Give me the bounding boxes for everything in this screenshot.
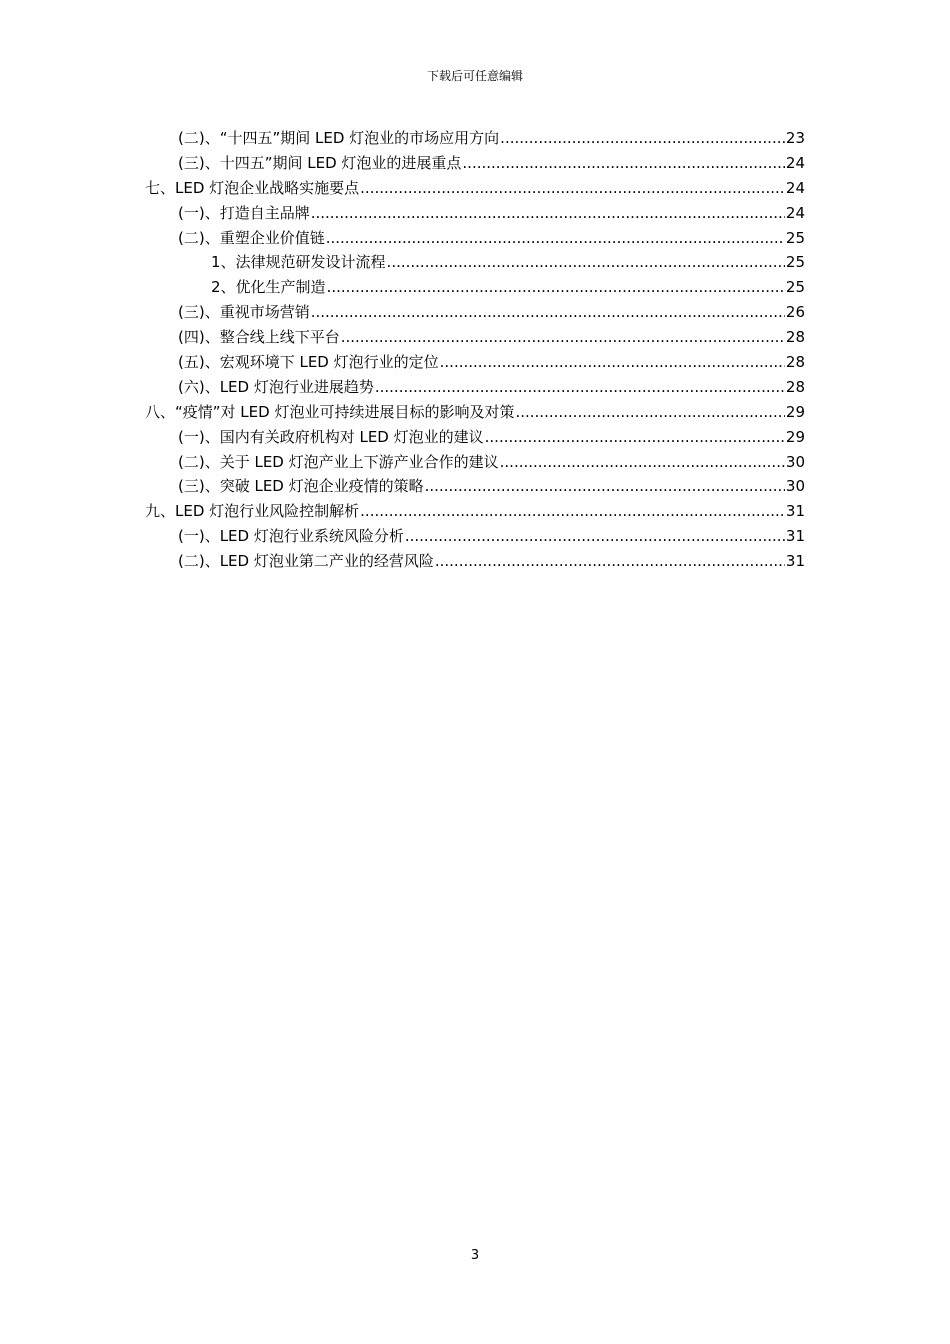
toc-entry-title: 九、LED 灯泡行业风险控制解析 (145, 502, 360, 521)
page-number: 3 (470, 1248, 480, 1263)
toc-entry-page: 25 (785, 278, 805, 297)
toc-entry[interactable] (145, 499, 805, 524)
toc-entry-title: (二)、重塑企业价值链 (178, 228, 325, 247)
toc-dot-leader (405, 524, 785, 549)
toc-entry-title: (二)、LED 灯泡业第二产业的经营风险 (178, 552, 434, 571)
toc-dot-leader (387, 250, 785, 275)
toc-entry[interactable] (145, 151, 805, 176)
toc-entry-page: 29 (785, 402, 805, 421)
toc-entry-page: 24 (785, 178, 805, 197)
toc-entry-title: (三)、突破 LED 灯泡企业疫情的策略 (178, 477, 424, 496)
toc-dot-leader (341, 325, 785, 350)
toc-dot-leader (327, 275, 785, 300)
toc-entry[interactable] (145, 201, 805, 226)
toc-entry-title: 1、法律规范研发设计流程 (211, 253, 386, 272)
toc-entry-title: 2、优化生产制造 (211, 278, 326, 297)
toc-entry[interactable] (145, 126, 805, 151)
toc-dot-leader (360, 499, 785, 524)
toc-dot-leader (440, 350, 785, 375)
toc-entry-title: (三)、重视市场营销 (178, 303, 310, 322)
toc-entry-title: 七、LED 灯泡企业战略实施要点 (145, 178, 360, 197)
toc-entry-page: 31 (785, 502, 805, 521)
toc-entry[interactable] (145, 275, 805, 300)
toc-entry-page: 28 (785, 377, 805, 396)
toc-entry-title: (一)、打造自主品牌 (178, 203, 310, 222)
toc-entry-page: 23 (785, 129, 805, 147)
toc-entry-title: 八、“疫情”对 LED 灯泡业可持续进展目标的影响及对策 (145, 402, 515, 421)
toc-entry-title: (五)、宏观环境下 LED 灯泡行业的定位 (178, 353, 439, 372)
toc-entry[interactable] (145, 425, 805, 450)
toc-entry[interactable] (145, 350, 805, 375)
toc-entry[interactable] (145, 450, 805, 475)
toc-entry[interactable] (145, 176, 805, 201)
toc-dot-leader (311, 201, 785, 226)
toc-entry-page: 25 (785, 253, 805, 272)
toc-dot-leader (375, 375, 785, 400)
toc-entry-page: 31 (785, 527, 805, 546)
toc-entry-title: (二)、关于 LED 灯泡产业上下游产业合作的建议 (178, 452, 499, 471)
toc-entry-page: 24 (785, 203, 805, 222)
toc-dot-leader (500, 126, 785, 151)
toc-entry-page: 28 (785, 328, 805, 347)
toc-entry[interactable] (145, 250, 805, 275)
toc-entry[interactable] (145, 325, 805, 350)
toc-entry-page: 30 (785, 452, 805, 471)
toc-entry-title: (四)、整合线上线下平台 (178, 328, 340, 347)
toc-dot-leader (462, 151, 785, 176)
toc-entry-page: 30 (785, 477, 805, 496)
toc-entry-title: (三)、十四五”期间 LED 灯泡业的进展重点 (178, 153, 462, 172)
toc-entry-title: (二)、“十四五”期间 LED 灯泡业的市场应用方向 (178, 129, 500, 147)
toc-entry-page: 25 (785, 228, 805, 247)
toc-entry[interactable] (145, 375, 805, 400)
toc-entry[interactable] (145, 549, 805, 574)
toc-dot-leader (360, 176, 785, 201)
toc-dot-leader (515, 400, 784, 425)
toc-entry[interactable] (145, 226, 805, 251)
toc-dot-leader (485, 425, 785, 450)
toc-dot-leader (311, 300, 785, 325)
toc-entry[interactable] (145, 300, 805, 325)
toc-dot-leader (435, 549, 785, 574)
toc-dot-leader (326, 226, 785, 251)
toc-entry[interactable] (145, 400, 805, 425)
page-header: 下载后可任意编辑 (426, 69, 523, 83)
toc-dot-leader (425, 474, 785, 499)
toc-entry-page: 28 (785, 353, 805, 372)
toc-dot-leader (500, 450, 785, 475)
toc-entry-page: 24 (785, 153, 805, 172)
toc-entry[interactable] (145, 474, 805, 499)
toc-entry-title: (六)、LED 灯泡行业进展趋势 (178, 377, 374, 396)
toc-entry-title: (一)、LED 灯泡行业系统风险分析 (178, 527, 404, 546)
toc-entry-page: 26 (785, 303, 805, 322)
toc-entry-title: (一)、国内有关政府机构对 LED 灯泡业的建议 (178, 427, 484, 446)
toc-entry-page: 31 (785, 552, 805, 571)
toc-entry-page: 29 (785, 427, 805, 446)
table-of-contents (145, 126, 805, 574)
toc-entry[interactable] (145, 524, 805, 549)
